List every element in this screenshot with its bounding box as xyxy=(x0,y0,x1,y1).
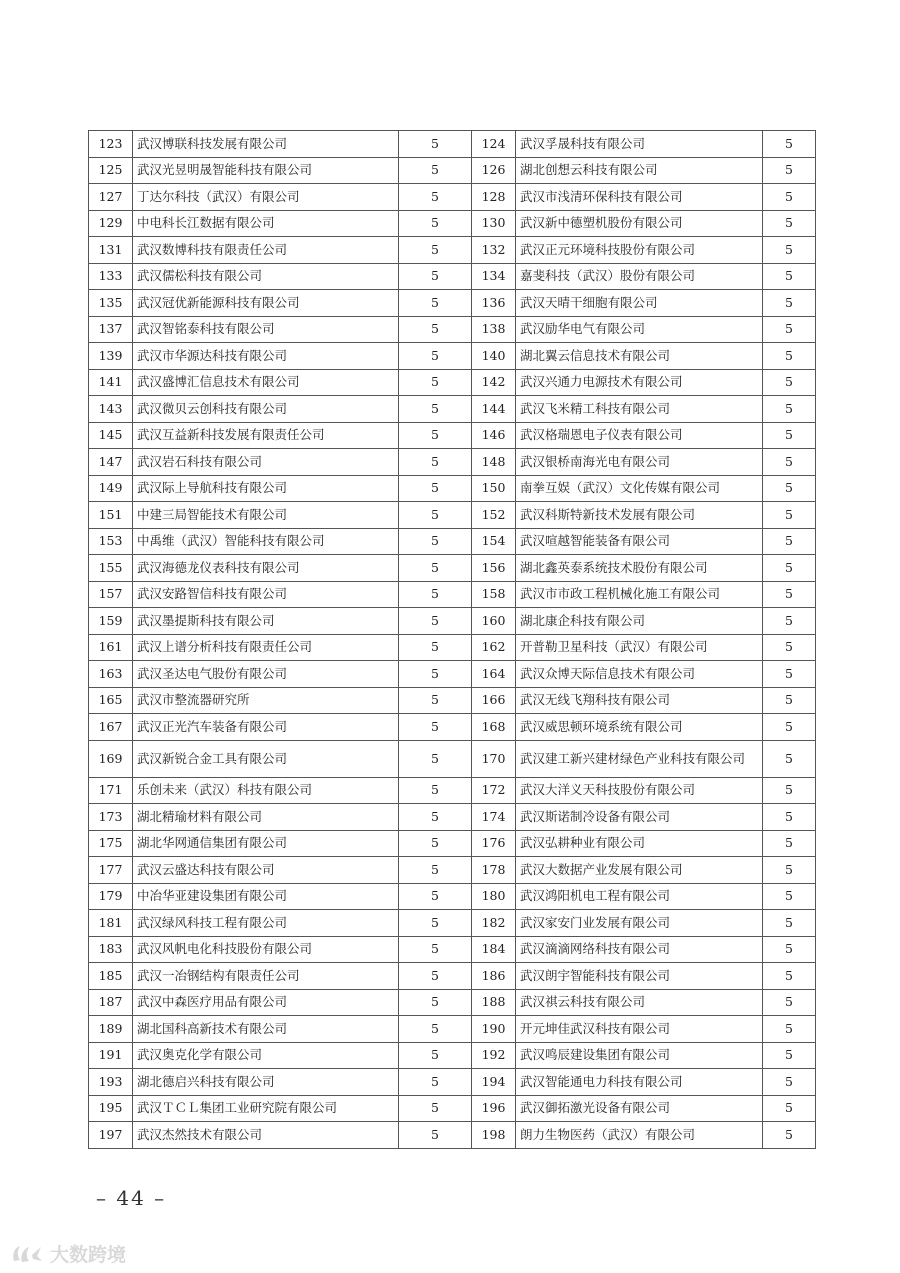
score-left: 5 xyxy=(399,804,472,831)
company-name-right: 武汉正元环境科技股份有限公司 xyxy=(516,237,763,264)
table-row xyxy=(89,343,816,370)
company-name-left: 武汉儒松科技有限公司 xyxy=(133,263,399,290)
table-row xyxy=(89,449,816,476)
company-name-right: 武汉弘耕种业有限公司 xyxy=(516,830,763,857)
table-row xyxy=(89,1016,816,1043)
score-left: 5 xyxy=(399,290,472,317)
table-row xyxy=(89,369,816,396)
score-left: 5 xyxy=(399,157,472,184)
row-number-right: 166 xyxy=(472,687,516,714)
score-right: 5 xyxy=(763,883,816,910)
table-row xyxy=(89,777,816,804)
company-name-left: 武汉市整流器研究所 xyxy=(133,687,399,714)
row-number-right: 182 xyxy=(472,910,516,937)
score-left: 5 xyxy=(399,502,472,529)
row-number-left: 145 xyxy=(89,422,133,449)
score-left: 5 xyxy=(399,210,472,237)
score-right: 5 xyxy=(763,1016,816,1043)
table-row xyxy=(89,475,816,502)
score-left: 5 xyxy=(399,449,472,476)
score-right: 5 xyxy=(763,910,816,937)
score-left: 5 xyxy=(399,936,472,963)
score-right: 5 xyxy=(763,581,816,608)
company-name-right: 武汉喧越智能装备有限公司 xyxy=(516,528,763,555)
score-left: 5 xyxy=(399,581,472,608)
company-name-left: 武汉云盛达科技有限公司 xyxy=(133,857,399,884)
score-right: 5 xyxy=(763,369,816,396)
table-row xyxy=(89,184,816,211)
score-left: 5 xyxy=(399,131,472,158)
row-number-left: 123 xyxy=(89,131,133,158)
score-right: 5 xyxy=(763,1122,816,1149)
company-name-right: 武汉科斯特新技术发展有限公司 xyxy=(516,502,763,529)
score-right: 5 xyxy=(763,290,816,317)
score-right: 5 xyxy=(763,1069,816,1096)
score-left: 5 xyxy=(399,1042,472,1069)
company-name-left: 武汉智铭泰科技有限公司 xyxy=(133,316,399,343)
row-number-left: 161 xyxy=(89,634,133,661)
company-name-left: 湖北精瑜材料有限公司 xyxy=(133,804,399,831)
company-name-left: 武汉新锐合金工具有限公司 xyxy=(133,740,399,777)
company-name-left: 中电科长江数据有限公司 xyxy=(133,210,399,237)
company-name-right: 开普勒卫星科技（武汉）有限公司 xyxy=(516,634,763,661)
company-name-left: 武汉博联科技发展有限公司 xyxy=(133,131,399,158)
watermark xyxy=(10,1240,126,1267)
company-name-left: 武汉岩石科技有限公司 xyxy=(133,449,399,476)
row-number-right: 192 xyxy=(472,1042,516,1069)
score-right: 5 xyxy=(763,157,816,184)
company-name-right: 武汉励华电气有限公司 xyxy=(516,316,763,343)
row-number-left: 131 xyxy=(89,237,133,264)
row-number-left: 195 xyxy=(89,1095,133,1122)
score-left: 5 xyxy=(399,777,472,804)
row-number-right: 186 xyxy=(472,963,516,990)
company-name-right: 武汉大数据产业发展有限公司 xyxy=(516,857,763,884)
row-number-left: 181 xyxy=(89,910,133,937)
company-name-right: 武汉威思顿环境系统有限公司 xyxy=(516,714,763,741)
score-left: 5 xyxy=(399,396,472,423)
score-right: 5 xyxy=(763,687,816,714)
row-number-left: 171 xyxy=(89,777,133,804)
company-name-right: 朗力生物医药（武汉）有限公司 xyxy=(516,1122,763,1149)
score-right: 5 xyxy=(763,714,816,741)
company-name-right: 武汉大洋义天科技股份有限公司 xyxy=(516,777,763,804)
score-left: 5 xyxy=(399,661,472,688)
company-name-right: 武汉新中德塑机股份有限公司 xyxy=(516,210,763,237)
score-right: 5 xyxy=(763,857,816,884)
score-left: 5 xyxy=(399,422,472,449)
table-row xyxy=(89,989,816,1016)
table-row xyxy=(89,936,816,963)
company-name-left: 武汉市华源达科技有限公司 xyxy=(133,343,399,370)
company-name-left: 武汉圣达电气股份有限公司 xyxy=(133,661,399,688)
row-number-left: 183 xyxy=(89,936,133,963)
table-row xyxy=(89,157,816,184)
row-number-right: 150 xyxy=(472,475,516,502)
company-name-left: 乐创未来（武汉）科技有限公司 xyxy=(133,777,399,804)
company-name-right: 嘉斐科技（武汉）股份有限公司 xyxy=(516,263,763,290)
company-name-right: 武汉斯诺制冷设备有限公司 xyxy=(516,804,763,831)
company-name-left: 湖北华网通信集团有限公司 xyxy=(133,830,399,857)
row-number-right: 170 xyxy=(472,740,516,777)
row-number-right: 130 xyxy=(472,210,516,237)
table-row xyxy=(89,1122,816,1149)
score-right: 5 xyxy=(763,989,816,1016)
score-right: 5 xyxy=(763,528,816,555)
company-name-left: 武汉一冶钢结构有限责任公司 xyxy=(133,963,399,990)
score-right: 5 xyxy=(763,608,816,635)
score-left: 5 xyxy=(399,857,472,884)
company-name-right: 武汉飞米精工科技有限公司 xyxy=(516,396,763,423)
company-name-left: 武汉海德龙仪表科技有限公司 xyxy=(133,555,399,582)
table-row xyxy=(89,714,816,741)
score-left: 5 xyxy=(399,910,472,937)
row-number-right: 126 xyxy=(472,157,516,184)
row-number-left: 187 xyxy=(89,989,133,1016)
row-number-right: 136 xyxy=(472,290,516,317)
row-number-left: 169 xyxy=(89,740,133,777)
company-name-right: 开元坤佳武汉科技有限公司 xyxy=(516,1016,763,1043)
table-row xyxy=(89,1095,816,1122)
score-right: 5 xyxy=(763,475,816,502)
company-name-left: 湖北国科高新技术有限公司 xyxy=(133,1016,399,1043)
table-row xyxy=(89,396,816,423)
score-right: 5 xyxy=(763,316,816,343)
score-right: 5 xyxy=(763,740,816,777)
score-left: 5 xyxy=(399,369,472,396)
company-name-left: 湖北德启兴科技有限公司 xyxy=(133,1069,399,1096)
company-name-right: 武汉鸣辰建设集团有限公司 xyxy=(516,1042,763,1069)
company-name-left: 武汉杰然技术有限公司 xyxy=(133,1122,399,1149)
company-name-right: 湖北翼云信息技术有限公司 xyxy=(516,343,763,370)
row-number-left: 147 xyxy=(89,449,133,476)
company-name-left: 武汉际上导航科技有限公司 xyxy=(133,475,399,502)
row-number-right: 190 xyxy=(472,1016,516,1043)
row-number-right: 148 xyxy=(472,449,516,476)
score-right: 5 xyxy=(763,263,816,290)
row-number-left: 193 xyxy=(89,1069,133,1096)
row-number-left: 177 xyxy=(89,857,133,884)
page-number: – 44 – xyxy=(96,1186,167,1210)
row-number-left: 175 xyxy=(89,830,133,857)
company-name-right: 武汉孚晟科技有限公司 xyxy=(516,131,763,158)
table-row xyxy=(89,634,816,661)
score-right: 5 xyxy=(763,237,816,264)
row-number-right: 198 xyxy=(472,1122,516,1149)
score-left: 5 xyxy=(399,475,472,502)
table-row xyxy=(89,910,816,937)
company-name-right: 武汉格瑞恩电子仪表有限公司 xyxy=(516,422,763,449)
score-right: 5 xyxy=(763,555,816,582)
row-number-right: 162 xyxy=(472,634,516,661)
row-number-left: 129 xyxy=(89,210,133,237)
company-name-right: 武汉众博天际信息技术有限公司 xyxy=(516,661,763,688)
row-number-right: 134 xyxy=(472,263,516,290)
company-name-left: 武汉中森医疗用品有限公司 xyxy=(133,989,399,1016)
company-table xyxy=(88,130,816,1149)
company-name-right: 湖北创想云科技有限公司 xyxy=(516,157,763,184)
row-number-left: 135 xyxy=(89,290,133,317)
score-right: 5 xyxy=(763,210,816,237)
company-name-left: 武汉绿风科技工程有限公司 xyxy=(133,910,399,937)
row-number-left: 141 xyxy=(89,369,133,396)
company-name-left: 武汉上谱分析科技有限责任公司 xyxy=(133,634,399,661)
row-number-right: 164 xyxy=(472,661,516,688)
score-left: 5 xyxy=(399,1122,472,1149)
row-number-right: 144 xyxy=(472,396,516,423)
row-number-left: 157 xyxy=(89,581,133,608)
company-name-left: 中冶华亚建设集团有限公司 xyxy=(133,883,399,910)
company-name-left: 武汉微贝云创科技有限公司 xyxy=(133,396,399,423)
row-number-left: 165 xyxy=(89,687,133,714)
company-name-right: 湖北康企科技有限公司 xyxy=(516,608,763,635)
score-right: 5 xyxy=(763,396,816,423)
table-row xyxy=(89,502,816,529)
score-left: 5 xyxy=(399,714,472,741)
score-right: 5 xyxy=(763,1042,816,1069)
table-row xyxy=(89,263,816,290)
table-row xyxy=(89,883,816,910)
score-right: 5 xyxy=(763,184,816,211)
row-number-right: 160 xyxy=(472,608,516,635)
company-name-right: 武汉建工新兴建材绿色产业科技有限公司 xyxy=(516,740,763,777)
score-left: 5 xyxy=(399,883,472,910)
row-number-right: 184 xyxy=(472,936,516,963)
score-right: 5 xyxy=(763,963,816,990)
score-right: 5 xyxy=(763,131,816,158)
score-left: 5 xyxy=(399,1069,472,1096)
row-number-right: 154 xyxy=(472,528,516,555)
row-number-right: 188 xyxy=(472,989,516,1016)
score-left: 5 xyxy=(399,687,472,714)
table-row xyxy=(89,740,816,777)
score-right: 5 xyxy=(763,422,816,449)
score-left: 5 xyxy=(399,830,472,857)
score-left: 5 xyxy=(399,1095,472,1122)
row-number-right: 128 xyxy=(472,184,516,211)
table-row xyxy=(89,608,816,635)
score-right: 5 xyxy=(763,343,816,370)
row-number-right: 124 xyxy=(472,131,516,158)
table-row xyxy=(89,661,816,688)
row-number-left: 155 xyxy=(89,555,133,582)
company-name-left: 丁达尔科技（武汉）有限公司 xyxy=(133,184,399,211)
row-number-right: 196 xyxy=(472,1095,516,1122)
row-number-right: 176 xyxy=(472,830,516,857)
row-number-right: 174 xyxy=(472,804,516,831)
row-number-right: 146 xyxy=(472,422,516,449)
table-row xyxy=(89,555,816,582)
row-number-left: 127 xyxy=(89,184,133,211)
row-number-right: 140 xyxy=(472,343,516,370)
row-number-right: 194 xyxy=(472,1069,516,1096)
row-number-left: 139 xyxy=(89,343,133,370)
company-name-right: 武汉智能通电力科技有限公司 xyxy=(516,1069,763,1096)
score-right: 5 xyxy=(763,804,816,831)
table-row xyxy=(89,290,816,317)
company-name-right: 武汉市浅清环保科技有限公司 xyxy=(516,184,763,211)
table-row xyxy=(89,963,816,990)
row-number-left: 179 xyxy=(89,883,133,910)
table-row xyxy=(89,857,816,884)
score-left: 5 xyxy=(399,528,472,555)
row-number-right: 156 xyxy=(472,555,516,582)
company-table-body xyxy=(89,131,816,1149)
company-name-left: 武汉互益新科技发展有限责任公司 xyxy=(133,422,399,449)
row-number-right: 172 xyxy=(472,777,516,804)
score-right: 5 xyxy=(763,936,816,963)
score-left: 5 xyxy=(399,343,472,370)
score-right: 5 xyxy=(763,449,816,476)
row-number-right: 132 xyxy=(472,237,516,264)
score-left: 5 xyxy=(399,740,472,777)
row-number-right: 138 xyxy=(472,316,516,343)
company-name-right: 武汉御拓激光设备有限公司 xyxy=(516,1095,763,1122)
company-name-left: 武汉ＴＣＬ集团工业研究院有限公司 xyxy=(133,1095,399,1122)
company-name-right: 武汉滴滴网络科技有限公司 xyxy=(516,936,763,963)
company-name-right: 武汉家安门业发展有限公司 xyxy=(516,910,763,937)
company-name-right: 南拳互娱（武汉）文化传媒有限公司 xyxy=(516,475,763,502)
table-row xyxy=(89,687,816,714)
row-number-left: 191 xyxy=(89,1042,133,1069)
company-name-right: 武汉银桥南海光电有限公司 xyxy=(516,449,763,476)
row-number-left: 151 xyxy=(89,502,133,529)
table-row xyxy=(89,422,816,449)
company-name-left: 武汉正光汽车装备有限公司 xyxy=(133,714,399,741)
company-name-left: 武汉奥克化学有限公司 xyxy=(133,1042,399,1069)
row-number-left: 125 xyxy=(89,157,133,184)
company-name-right: 湖北鑫英泰系统技术股份有限公司 xyxy=(516,555,763,582)
watermark-logo-icon xyxy=(10,1243,44,1265)
table-row xyxy=(89,316,816,343)
score-left: 5 xyxy=(399,316,472,343)
score-left: 5 xyxy=(399,634,472,661)
company-name-left: 武汉冠优新能源科技有限公司 xyxy=(133,290,399,317)
company-name-right: 武汉朗宇智能科技有限公司 xyxy=(516,963,763,990)
row-number-right: 168 xyxy=(472,714,516,741)
company-name-right: 武汉鸿阳机电工程有限公司 xyxy=(516,883,763,910)
row-number-left: 137 xyxy=(89,316,133,343)
row-number-left: 163 xyxy=(89,661,133,688)
row-number-left: 149 xyxy=(89,475,133,502)
company-name-left: 中禹维（武汉）智能科技有限公司 xyxy=(133,528,399,555)
score-right: 5 xyxy=(763,634,816,661)
company-name-right: 武汉无线飞翔科技有限公司 xyxy=(516,687,763,714)
table-row xyxy=(89,1069,816,1096)
company-name-right: 武汉天晴干细胞有限公司 xyxy=(516,290,763,317)
score-right: 5 xyxy=(763,661,816,688)
table-row xyxy=(89,210,816,237)
table-row xyxy=(89,237,816,264)
company-name-left: 武汉数博科技有限责任公司 xyxy=(133,237,399,264)
row-number-left: 197 xyxy=(89,1122,133,1149)
row-number-right: 152 xyxy=(472,502,516,529)
row-number-left: 153 xyxy=(89,528,133,555)
company-name-right: 武汉兴通力电源技术有限公司 xyxy=(516,369,763,396)
score-left: 5 xyxy=(399,963,472,990)
score-right: 5 xyxy=(763,1095,816,1122)
score-left: 5 xyxy=(399,1016,472,1043)
row-number-right: 158 xyxy=(472,581,516,608)
row-number-left: 173 xyxy=(89,804,133,831)
row-number-right: 180 xyxy=(472,883,516,910)
row-number-left: 143 xyxy=(89,396,133,423)
row-number-left: 167 xyxy=(89,714,133,741)
table-row xyxy=(89,528,816,555)
company-name-left: 武汉墨提斯科技有限公司 xyxy=(133,608,399,635)
score-left: 5 xyxy=(399,263,472,290)
score-left: 5 xyxy=(399,237,472,264)
score-left: 5 xyxy=(399,184,472,211)
table-row xyxy=(89,830,816,857)
score-left: 5 xyxy=(399,555,472,582)
row-number-left: 159 xyxy=(89,608,133,635)
score-right: 5 xyxy=(763,777,816,804)
score-left: 5 xyxy=(399,989,472,1016)
company-name-right: 武汉祺云科技有限公司 xyxy=(516,989,763,1016)
row-number-left: 185 xyxy=(89,963,133,990)
company-name-right: 武汉市市政工程机械化施工有限公司 xyxy=(516,581,763,608)
table-row xyxy=(89,804,816,831)
company-name-left: 武汉光昱明晟智能科技有限公司 xyxy=(133,157,399,184)
company-name-left: 武汉风帆电化科技股份有限公司 xyxy=(133,936,399,963)
score-right: 5 xyxy=(763,502,816,529)
row-number-right: 142 xyxy=(472,369,516,396)
row-number-left: 189 xyxy=(89,1016,133,1043)
table-row xyxy=(89,131,816,158)
score-left: 5 xyxy=(399,608,472,635)
score-right: 5 xyxy=(763,830,816,857)
table-row xyxy=(89,1042,816,1069)
company-name-left: 中建三局智能技术有限公司 xyxy=(133,502,399,529)
company-name-left: 武汉盛博汇信息技术有限公司 xyxy=(133,369,399,396)
company-name-left: 武汉安路智信科技有限公司 xyxy=(133,581,399,608)
row-number-right: 178 xyxy=(472,857,516,884)
row-number-left: 133 xyxy=(89,263,133,290)
table-row xyxy=(89,581,816,608)
watermark-text: 大数跨境 xyxy=(50,1244,127,1266)
